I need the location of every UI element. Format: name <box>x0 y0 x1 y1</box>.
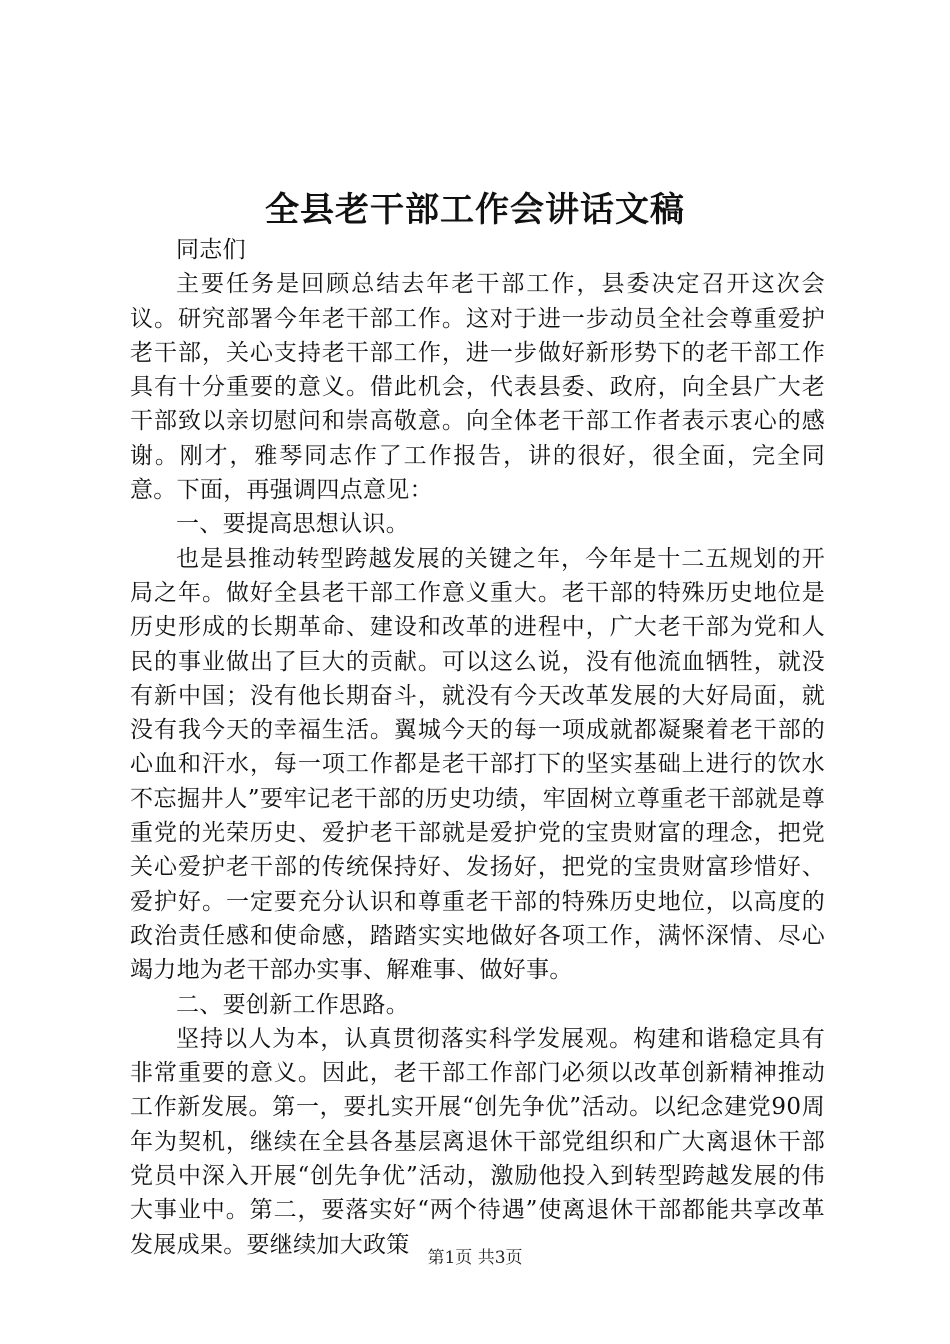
document-title: 全县老干部工作会讲话文稿 <box>265 190 685 230</box>
section-2-paragraph: 坚持以人为本，认真贯彻落实科学发展观。构建和谐稳定具有非常重要的意义。因此，老干部工作部门必须以改革创新精神推动工作新发展。第一，要扎实开展“创先争优”活动。以纪念建党90周年为契机，继续在全县各基层离退休干部党组织和广大离退休干部党员中深入开展“创先争优”活动，激励他投入到转型跨越发展的伟大事业中。第二，要落实好“两个待遇”使离退休干部都能共享改革发展成果。要继续加大政策 <box>130 1025 825 1258</box>
section-heading-1: 一、要提高思想认识。 <box>176 511 409 538</box>
document-body <box>130 233 825 1262</box>
salutation-paragraph: 同志们 <box>176 237 246 263</box>
page-footer: 第1页 共3页 <box>427 1248 523 1268</box>
intro-paragraph: 主要任务是回顾总结去年老干部工作，县委决定召开这次会议。研究部署今年老干部工作。这对于进一步动员全社会尊重爱护老干部，关心支持老干部工作，进一步做好新形势下的老干部工作具有十分重要的意义。借此机会，代表县委、政府，向全县广大老干部致以亲切慰问和崇高敬意。向全体老干部工作者表示衷心的感谢。刚才，雅琴同志作了工作报告，讲的很好，很全面，完全同意。下面，再强调四点意见： <box>130 271 825 504</box>
section-1-paragraph: 也是县推动转型跨越发展的关键之年，今年是十二五规划的开局之年。做好全县老干部工作意义重大。老干部的特殊历史地位是历史形成的长期革命、建设和改革的进程中，广大老干部为党和人民的事业做出了巨大的贡献。可以这么说，没有他流血牺牲，就没有新中国；没有他长期奋斗，就没有今天改革发展的大好局面，就没有我今天的幸福生活。翼城今天的每一项成就都凝聚着老干部的心血和汗水，每一项工作都是老干部打下的坚实基础上进行的饮水不忘掘井人”要牢记老干部的历史功绩，牢固树立尊重老干部就是尊重党的光荣历史、爱护老干部就是爱护党的宝贵财富的理念，把党关心爱护老干部的传统保持好、发扬好，把党的宝贵财富珍惜好、爱护好。一定要充分认识和尊重老干部的特殊历史地位，以高度的政治责任感和使命感，踏踏实实地做好各项工作，满怀深情、尽心竭力地为老干部办实事、解难事、做好事。 <box>130 545 825 984</box>
section-heading-2: 二、要创新工作思路。 <box>176 991 409 1018</box>
